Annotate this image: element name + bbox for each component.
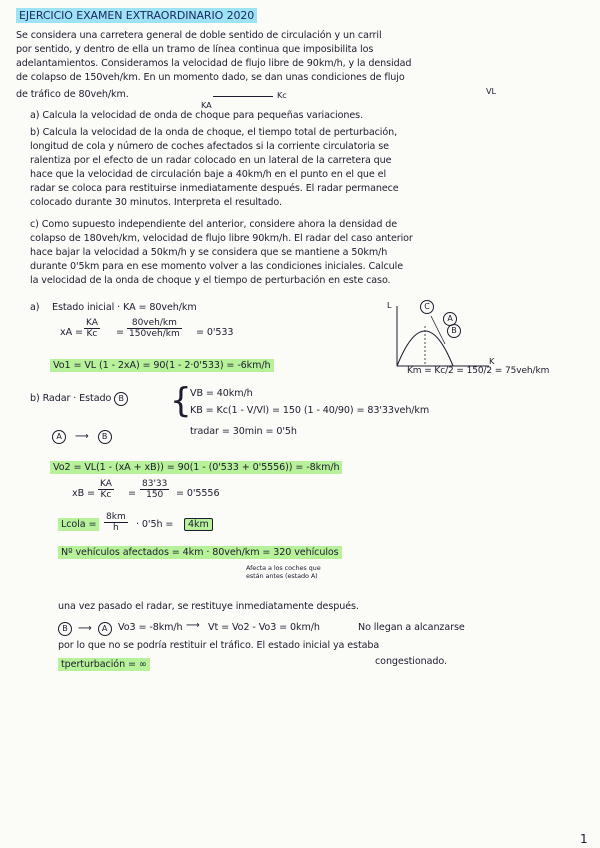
fraction-denominator: 150 bbox=[146, 490, 164, 500]
graph-y-label: L bbox=[387, 300, 392, 310]
fraction-values-b bbox=[140, 479, 169, 500]
transition-b-to-a: B ⟶ A bbox=[58, 622, 112, 636]
question-c-line: la velocidad de la onda de choque y el tiempo de perturbación en este caso. bbox=[30, 275, 391, 286]
conclusion-line: por lo que no se podría restituir el tráfico. El estado inicial ya estaba bbox=[58, 640, 380, 651]
equals-sign: = bbox=[128, 488, 136, 499]
transition-a-to-b: A ⟶ B bbox=[52, 430, 112, 444]
question-b-line: colocado durante 30 minutos. Interpreta el resultado. bbox=[30, 197, 282, 208]
fraction-numerator: 8km bbox=[106, 512, 126, 522]
tperturbacion: tperturbación = ∞ bbox=[58, 659, 150, 670]
vo1-equation: Vo1 = VL (1 - 2xA) = 90(1 - 2·0'533) = -6km/h bbox=[50, 360, 274, 371]
question-b-line: ralentiza por el efecto de un radar colocado en un lateral de la carretera que bbox=[30, 155, 392, 166]
vo2-equation: Vo2 = VL(1 - (xA + xB)) = 90(1 - (0'533 + 0'5556)) = -8km/h bbox=[50, 462, 342, 473]
lcola-rest: · 0'5h = bbox=[136, 519, 174, 530]
question-a: a) Calcula la velocidad de onda de choque para pequeñas variaciones. bbox=[30, 110, 364, 121]
graph-x-label: K bbox=[489, 356, 495, 366]
vt-equation: Vt = Vo2 - Vo3 = 0km/h bbox=[208, 622, 320, 633]
fraction-numerator: 83'33 bbox=[142, 479, 168, 489]
conclusion-line: congestionado. bbox=[375, 656, 447, 667]
kb-equation: KB = Kc(1 - V/Vl) = 150 (1 - 40/90) = 83'33veh/km bbox=[190, 405, 430, 416]
lcola-result: 4km bbox=[184, 519, 213, 530]
question-b-line: hace que la velocidad de circulación baje a 40km/h en el punto en el que el bbox=[30, 169, 387, 180]
statement-line: de tráfico de 80veh/km. bbox=[16, 89, 129, 100]
estado-inicial: Estado inicial · KA = 80veh/km bbox=[52, 302, 197, 313]
page-title: EJERCICIO EXAMEN EXTRAORDINARIO 2020 bbox=[16, 9, 257, 22]
annotation-kc: Kc bbox=[277, 90, 287, 100]
fraction-ka-kc-b bbox=[98, 479, 114, 500]
annotation-ka: KA bbox=[201, 100, 212, 110]
vehicles-note: Afecta a los coches que están antes (estado A) bbox=[246, 564, 321, 580]
flow-curve bbox=[397, 331, 453, 366]
fraction-denominator: Kc bbox=[86, 329, 98, 339]
page-number: 1 bbox=[580, 832, 588, 846]
radar-passed-line: una vez pasado el radar, se restituye inmediatamente después. bbox=[58, 601, 359, 612]
state-b-circle: B bbox=[114, 392, 128, 406]
xa-lhs: xA = bbox=[60, 327, 83, 338]
vb-value: VB = 40km/h bbox=[190, 388, 253, 399]
lcola-fraction bbox=[104, 512, 128, 533]
question-b-line: b) Calcula la velocidad de la onda de choque, el tiempo total de perturbación, bbox=[30, 127, 398, 138]
graph-point-a: A bbox=[443, 312, 457, 326]
question-b-line: longitud de cola y número de coches afectados si la corriente circulatoria se bbox=[30, 141, 389, 152]
fraction-denominator: Kc bbox=[100, 490, 112, 500]
graph-point-b: B bbox=[447, 324, 461, 338]
question-c-line: durante 0'5km para en ese momento volver a las condiciones iniciales. Calcule bbox=[30, 261, 404, 272]
fraction-numerator: KA bbox=[100, 479, 112, 489]
lcola-equation: Lcola = bbox=[58, 519, 99, 530]
no-llegan: No llegan a alcanzarse bbox=[358, 622, 465, 633]
solution-a-label: a) bbox=[30, 302, 40, 313]
annotation-arrow bbox=[213, 96, 273, 97]
fraction-numerator: KA bbox=[86, 318, 98, 328]
question-c-line: hace bajar la velocidad a 50km/h y se considera que se mantiene a 50km/h bbox=[30, 247, 388, 258]
flow-density-graph bbox=[385, 300, 505, 372]
tradar-value: tradar = 30min = 0'5h bbox=[190, 426, 297, 437]
vo3-value: Vo3 = -8km/h bbox=[118, 622, 183, 633]
xb-lhs: xB = bbox=[72, 488, 95, 499]
xa-result: = 0'533 bbox=[196, 327, 234, 338]
fraction-values bbox=[127, 318, 182, 339]
fraction-ka-kc bbox=[84, 318, 100, 339]
statement-line: Se considera una carretera general de doble sentido de circulación y un carril bbox=[16, 30, 382, 41]
statement-line: por sentido, y dentro de ella un tramo de línea continua que imposibilita los bbox=[16, 44, 374, 55]
fraction-denominator: h bbox=[113, 523, 119, 533]
km-equation: Km = Kc/2 = 150/2 = 75veh/km bbox=[407, 366, 550, 376]
statement-line: de colapso de 150veh/km. En un momento dado, se dan unas condiciones de flujo bbox=[16, 72, 405, 83]
fraction-denominator: 150veh/km bbox=[129, 329, 180, 339]
graph-point-c: C bbox=[420, 300, 434, 314]
radar-state-label: b) Radar · Estado B bbox=[30, 392, 128, 406]
xb-result: = 0'5556 bbox=[176, 488, 220, 499]
question-c-line: c) Como supuesto independiente del anterior, considere ahora la densidad de bbox=[30, 219, 398, 230]
annotation-vl: VL bbox=[486, 86, 496, 96]
brace: { bbox=[170, 381, 192, 421]
statement-line: adelantamientos. Consideramos la velocidad de flujo libre de 90km/h, y la densidad bbox=[16, 58, 412, 69]
question-c-line: colapso de 180veh/km, velocidad de flujo libre 90km/h. El radar del caso anterior bbox=[30, 233, 413, 244]
vehicles-affected: Nº vehículos afectados = 4km · 80veh/km = 320 vehículos bbox=[58, 547, 342, 558]
question-b-line: radar se coloca para restituirse inmediatamente después. El radar permanece bbox=[30, 183, 399, 194]
equals-sign: = bbox=[116, 327, 124, 338]
fraction-numerator: 80veh/km bbox=[127, 318, 182, 329]
graph-svg bbox=[385, 300, 505, 372]
arrow: ⟶ bbox=[186, 620, 200, 631]
